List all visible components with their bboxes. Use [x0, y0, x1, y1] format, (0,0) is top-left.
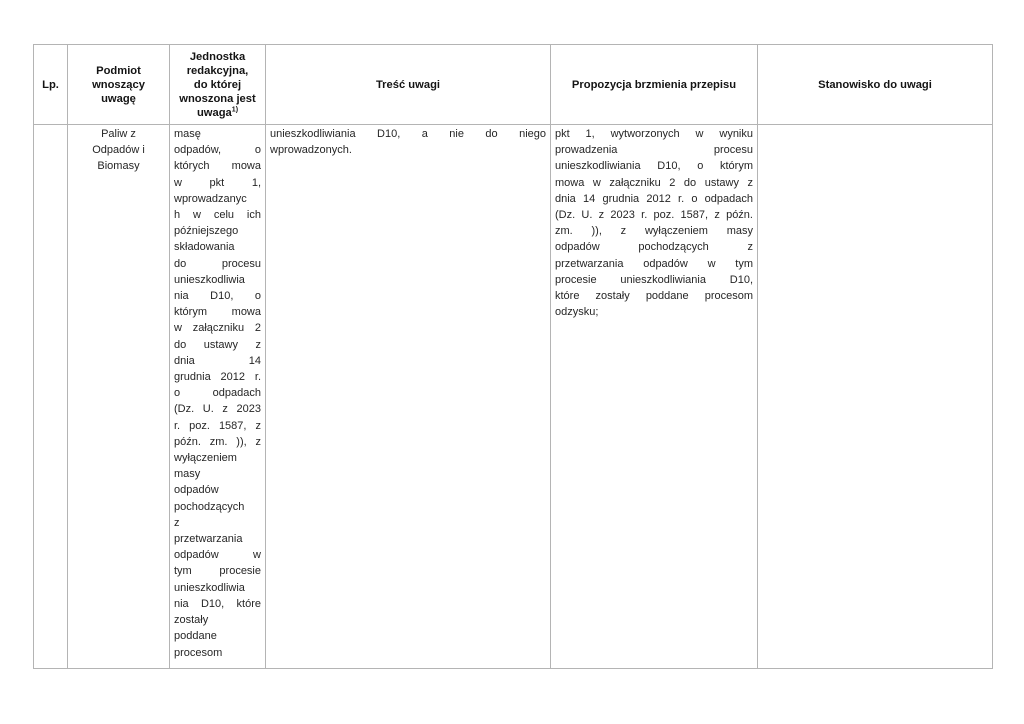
text-line: odpadów pochodzących z — [555, 241, 753, 254]
text-line: wprowadzonych. — [270, 144, 352, 157]
header-jednostka-line: Jednostka — [189, 50, 246, 63]
header-podmiot-line: wnoszący — [92, 78, 145, 91]
header-stanowisko-label: Stanowisko do uwagi — [818, 78, 932, 91]
header-jednostka — [170, 45, 266, 125]
table-row — [34, 125, 993, 669]
text-line: (Dz. U. z 2023 r. poz. 1587, z późn. — [555, 209, 753, 222]
text-line: mowa w załączniku 2 do ustawy z — [555, 176, 753, 189]
text-line: masy — [174, 468, 201, 481]
cell-podmiot-text — [68, 125, 169, 175]
text-line: wprowadzanyc — [174, 192, 247, 205]
footnote-marker: 1) — [231, 105, 239, 113]
cell-tresc-text — [266, 125, 550, 158]
text-line: Odpadów i — [92, 144, 145, 157]
header-jednostka-line: redakcyjna, — [186, 64, 249, 77]
text-line: odpadów — [174, 484, 219, 497]
cell-tresc — [266, 125, 551, 669]
header-tresc — [266, 45, 551, 125]
header-jednostka-line: do której — [193, 78, 242, 91]
text-line: Paliw z — [101, 128, 136, 140]
text-line: unieszkodliwiania D10, a nie do niego — [270, 128, 546, 140]
text-line: do ustawy z — [174, 338, 261, 351]
text-line: h w celu ich — [174, 209, 261, 222]
text-line: odpadów, o — [174, 144, 261, 157]
header-jednostka-word: uwaga — [196, 106, 232, 119]
header-podmiot — [68, 45, 170, 125]
text-line: unieszkodliwiania D10, o którym — [555, 160, 753, 173]
text-line: do procesu — [174, 257, 261, 270]
text-line: którym mowa — [174, 306, 261, 319]
comments-table — [33, 44, 993, 669]
header-lp — [34, 45, 68, 125]
text-line: unieszkodliwia — [174, 273, 245, 286]
text-line: wyłączeniem — [174, 452, 237, 465]
cell-podmiot — [68, 125, 170, 669]
text-line: grudnia 2012 r. — [174, 371, 261, 384]
text-line: późn. zm. )), z — [174, 435, 261, 448]
header-jednostka-line: wnoszona jest — [179, 92, 256, 105]
text-line: pochodzących — [174, 500, 245, 513]
header-podmiot-line: uwagę — [101, 92, 136, 105]
text-line: odzysku; — [555, 306, 599, 319]
text-line: w załączniku 2 — [174, 322, 261, 335]
text-line: których mowa — [174, 160, 261, 173]
header-lp-label: Lp. — [42, 78, 59, 91]
text-line: w pkt 1, — [174, 176, 261, 189]
text-line: odpadów w — [174, 549, 261, 562]
header-row — [34, 45, 993, 125]
text-line: składowania — [174, 241, 235, 254]
cell-stanowisko-text — [758, 125, 992, 126]
text-line: zostały — [174, 614, 209, 627]
header-jednostka-line-last — [170, 106, 265, 120]
text-line: dnia 14 — [174, 354, 261, 367]
text-line: które zostały poddane procesom — [555, 290, 753, 303]
text-line: (Dz. U. z 2023 — [174, 403, 261, 416]
text-line: prowadzenia procesu — [555, 144, 753, 157]
text-line: późniejszego — [174, 225, 239, 238]
text-line: przetwarzania — [174, 533, 243, 546]
header-podmiot-line: Podmiot — [96, 64, 141, 77]
header-propozycja-label: Propozycja brzmienia przepisu — [571, 78, 737, 91]
text-line: unieszkodliwia — [174, 581, 245, 594]
cell-lp-text — [34, 125, 67, 126]
text-line: z — [174, 516, 180, 529]
header-propozycja — [551, 45, 758, 125]
cell-jednostka — [170, 125, 266, 669]
cell-propozycja — [551, 125, 758, 669]
text-line: pkt 1, wytworzonych w wyniku — [555, 128, 753, 140]
text-line: nia D10, które — [174, 597, 261, 610]
text-line: dnia 14 grudnia 2012 r. o odpadach — [555, 192, 753, 205]
text-line: r. poz. 1587, z — [174, 419, 261, 432]
text-line: zm. )), z wyłączeniem masy — [555, 225, 753, 238]
cell-propozycja-text — [551, 125, 757, 320]
text-line: tym procesie — [174, 565, 261, 578]
cell-lp — [34, 125, 68, 669]
header-tresc-label: Treść uwagi — [375, 78, 441, 91]
cell-jednostka-text — [170, 125, 265, 661]
text-line: o odpadach — [174, 387, 261, 400]
text-line: procesom — [174, 646, 223, 659]
text-line: poddane — [174, 630, 217, 643]
text-line: nia D10, o — [174, 290, 261, 303]
header-stanowisko — [758, 45, 993, 125]
text-line: masę — [174, 128, 201, 140]
text-line: przetwarzania odpadów w tym — [555, 257, 753, 270]
cell-stanowisko — [758, 125, 993, 669]
text-line: procesie unieszkodliwiania D10, — [555, 273, 753, 286]
text-line: Biomasy — [97, 160, 140, 173]
